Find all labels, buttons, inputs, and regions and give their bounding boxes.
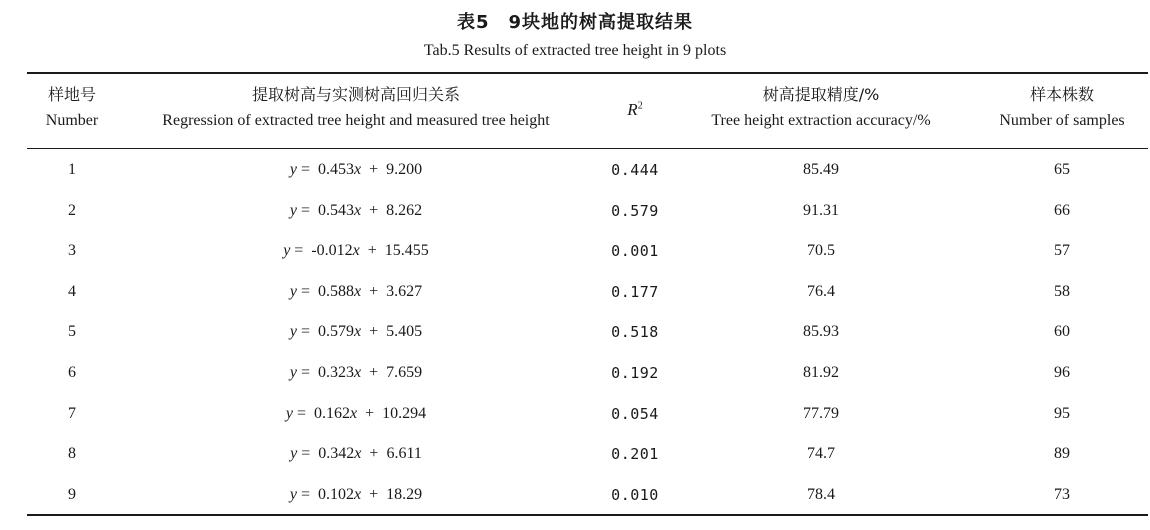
eq-slope: 0.323 <box>318 364 354 381</box>
header-accuracy-en: Tree height extraction accuracy/% <box>711 112 931 129</box>
cell-number: 9 <box>68 485 76 503</box>
cell-regression: y = 0.588x + 3.627 <box>289 282 423 300</box>
var-y: y <box>289 485 297 503</box>
cell-regression: y = 0.453x + 9.200 <box>289 161 423 178</box>
eq-slope: 0.342 <box>318 445 355 463</box>
cell-samples: 66 <box>1054 201 1070 219</box>
eq-slope: 0.162 <box>314 404 350 422</box>
var-x: x <box>354 364 362 381</box>
var-y: y <box>289 201 297 219</box>
table-row <box>27 353 1148 393</box>
header-accuracy <box>676 82 966 134</box>
cell-accuracy: 77.79 <box>803 404 839 422</box>
table-title-chinese: 表5 9块地的树高提取结果 <box>456 12 694 33</box>
cell-regression: y = 0.342x + 6.611 <box>290 445 422 463</box>
cell-samples: 57 <box>1054 242 1070 260</box>
cell-accuracy: 91.31 <box>803 201 839 219</box>
table-row <box>27 150 1148 190</box>
header-regression-cn: 提取树高与实测树高回归关系 <box>251 85 460 104</box>
cell-samples: 58 <box>1054 282 1070 300</box>
var-x: x <box>354 282 362 300</box>
eq-intercept: 9.200 <box>386 161 423 178</box>
cell-r-squared: 0.001 <box>611 242 659 261</box>
cell-accuracy: 85.49 <box>803 161 839 178</box>
eq-slope: 0.543 <box>318 201 354 219</box>
cell-regression: y = 0.162x + 10.294 <box>285 404 427 422</box>
header-regression-en: Regression of extracted tree height and measured tree height <box>162 112 550 129</box>
header-samples-en: Number of samples <box>999 112 1125 129</box>
cell-r-squared: 0.192 <box>611 364 659 382</box>
header-rule <box>27 148 1148 149</box>
header-regression <box>118 82 594 134</box>
eq-intercept: 7.659 <box>386 364 423 381</box>
cell-r-squared: 0.579 <box>611 201 659 220</box>
cell-number: 6 <box>68 364 76 381</box>
cell-accuracy: 76.4 <box>807 282 835 300</box>
header-r-symbol: R <box>627 100 638 119</box>
cell-r-squared: 0.444 <box>611 161 659 179</box>
header-accuracy-cn: 树高提取精度/% <box>762 85 880 104</box>
cell-regression: y = 0.543x + 8.262 <box>289 201 423 219</box>
header-plot-number-en: Number <box>45 112 99 129</box>
cell-number: 1 <box>68 161 76 178</box>
cell-samples: 96 <box>1054 364 1070 381</box>
cell-samples: 95 <box>1054 404 1070 422</box>
cell-accuracy: 81.92 <box>803 364 839 381</box>
cell-number: 8 <box>68 445 76 463</box>
header-r-superscript: 2 <box>637 100 643 112</box>
cell-regression: y = 0.323x + 7.659 <box>289 364 423 381</box>
cell-samples: 65 <box>1054 161 1070 178</box>
eq-intercept: 8.262 <box>386 201 423 219</box>
cell-accuracy: 74.7 <box>807 445 835 463</box>
var-y: y <box>285 404 293 422</box>
table-row <box>27 434 1148 474</box>
cell-regression: y = 0.102x + 18.29 <box>289 485 423 503</box>
cell-r-squared: 0.054 <box>611 404 659 423</box>
eq-intercept: 6.611 <box>386 445 422 463</box>
var-x: x <box>354 161 362 178</box>
var-y: y <box>283 242 291 260</box>
cell-r-squared: 0.518 <box>611 323 659 342</box>
table-row <box>27 475 1148 515</box>
cell-number: 2 <box>68 201 76 219</box>
cell-accuracy: 70.5 <box>807 242 835 260</box>
var-y: y <box>289 161 297 178</box>
cell-samples: 73 <box>1054 485 1070 503</box>
cell-number: 3 <box>68 242 76 260</box>
var-x: x <box>350 404 358 422</box>
table-row <box>27 272 1148 312</box>
var-x: x <box>354 445 362 463</box>
var-x: x <box>352 242 360 260</box>
table-title-english: Tab.5 Results of extracted tree height in 9 plots <box>423 42 727 59</box>
cell-samples: 60 <box>1054 323 1070 341</box>
var-y: y <box>289 323 297 341</box>
var-y: y <box>290 445 298 463</box>
eq-intercept: 5.405 <box>386 323 423 341</box>
bottom-rule <box>27 514 1148 516</box>
eq-slope: 0.588 <box>318 282 354 300</box>
eq-intercept: 18.29 <box>386 485 423 503</box>
eq-slope: 0.102 <box>318 485 354 503</box>
top-rule <box>27 72 1148 74</box>
cell-accuracy: 78.4 <box>807 485 835 503</box>
cell-r-squared: 0.010 <box>611 485 659 504</box>
cell-number: 5 <box>68 323 76 341</box>
cell-regression: y = 0.579x + 5.405 <box>289 323 423 341</box>
cell-accuracy: 85.93 <box>803 323 839 341</box>
var-x: x <box>354 201 362 219</box>
header-samples-cn: 样本株数 <box>1029 85 1094 104</box>
eq-slope: -0.012 <box>311 242 353 260</box>
cell-samples: 89 <box>1054 445 1070 463</box>
table-row <box>27 394 1148 434</box>
table-row <box>27 191 1148 231</box>
table-row <box>27 231 1148 271</box>
cell-number: 4 <box>68 282 76 300</box>
header-plot-number-cn: 样地号 <box>47 85 96 104</box>
eq-intercept: 3.627 <box>386 282 423 300</box>
header-r-squared <box>595 100 675 120</box>
table-row <box>27 312 1148 352</box>
cell-r-squared: 0.177 <box>611 282 659 301</box>
var-x: x <box>354 485 362 503</box>
cell-r-squared: 0.201 <box>611 445 659 464</box>
eq-intercept: 15.455 <box>384 242 429 260</box>
header-plot-number <box>27 82 117 134</box>
eq-slope: 0.579 <box>318 323 354 341</box>
header-samples <box>967 82 1150 134</box>
cell-regression: y = -0.012x + 15.455 <box>283 242 429 260</box>
var-y: y <box>289 282 297 300</box>
eq-intercept: 10.294 <box>382 404 427 422</box>
eq-slope: 0.453 <box>318 161 354 178</box>
cell-number: 7 <box>68 404 76 422</box>
var-x: x <box>354 323 362 341</box>
var-y: y <box>289 364 297 381</box>
